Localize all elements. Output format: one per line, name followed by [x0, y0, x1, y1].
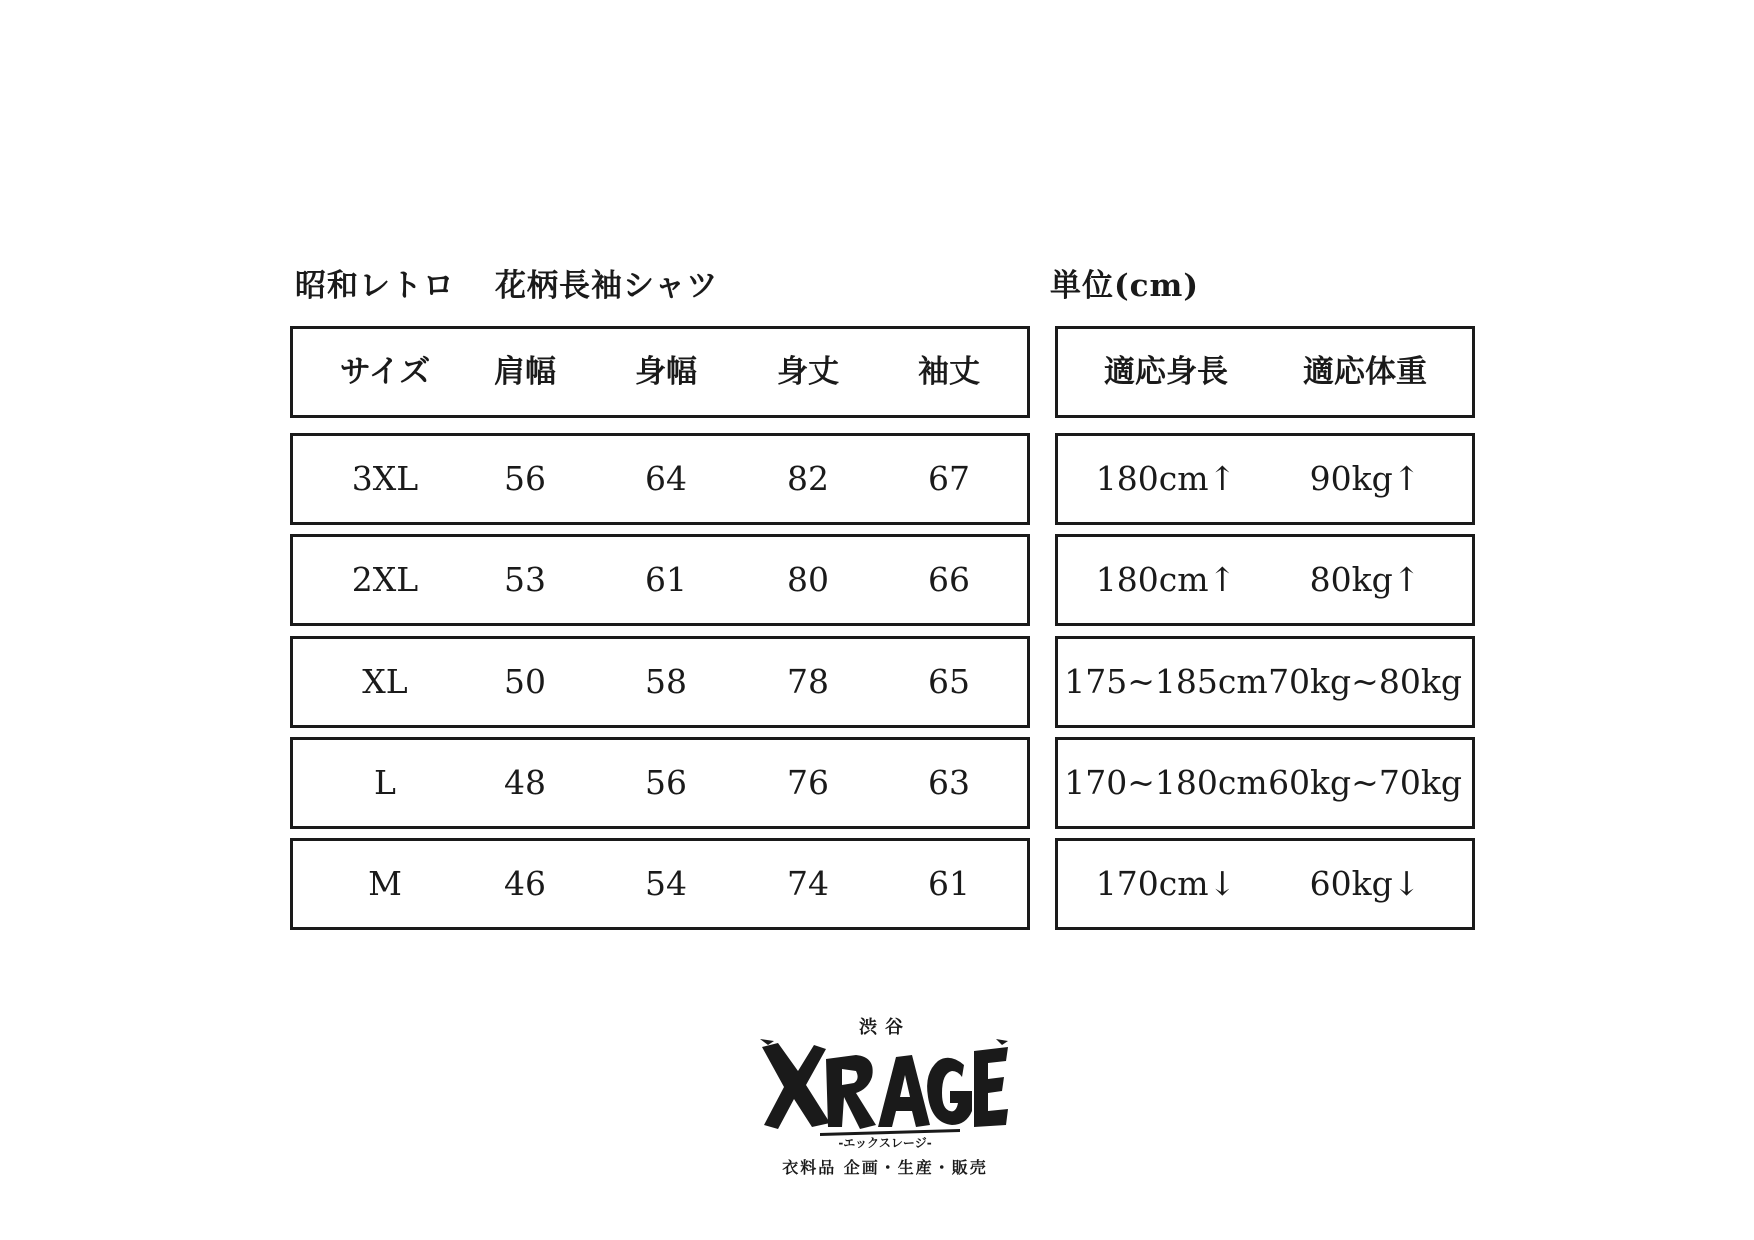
- body-width-cell: 54: [645, 864, 687, 903]
- size-cell: 3XL: [351, 459, 419, 498]
- sleeve-cell: 66: [928, 560, 970, 599]
- size-cell: XL: [362, 662, 408, 701]
- unit-label: 単位(cm): [1050, 268, 1200, 304]
- product-title: [295, 264, 718, 308]
- size-row-xl: [290, 636, 1030, 728]
- header-fit-height: 適応身長: [1104, 354, 1228, 390]
- shoulder-cell: 53: [504, 560, 546, 599]
- fit-height-cell: 170~180cm: [1064, 763, 1268, 802]
- size-table-header: [290, 326, 1030, 418]
- header-shoulder-width: 肩幅: [494, 354, 556, 390]
- product-prefix: 昭和レトロ: [295, 268, 455, 304]
- fit-row-l: [1055, 737, 1475, 829]
- fit-height-cell: 175~185cm: [1064, 662, 1268, 701]
- shoulder-cell: 48: [504, 763, 546, 802]
- body-width-cell: 61: [645, 560, 687, 599]
- body-width-cell: 56: [645, 763, 687, 802]
- body-length-cell: 82: [787, 459, 829, 498]
- logo-kana-text: -エックスレージ-: [838, 1136, 932, 1150]
- fit-weight-cell: 90kg↑: [1309, 459, 1421, 498]
- header-size: サイズ: [339, 354, 431, 390]
- size-row-3xl: [290, 433, 1030, 525]
- size-cell: M: [368, 864, 402, 903]
- sleeve-cell: 65: [928, 662, 970, 701]
- fit-row-xl: [1055, 636, 1475, 728]
- fit-table-header: [1055, 326, 1475, 418]
- header-body-width: 身幅: [635, 354, 697, 390]
- header-fit-weight: 適応体重: [1303, 354, 1427, 390]
- shoulder-cell: 56: [504, 459, 546, 498]
- size-row-l: [290, 737, 1030, 829]
- body-length-cell: 74: [787, 864, 829, 903]
- body-width-cell: 58: [645, 662, 687, 701]
- fit-weight-cell: 70kg~80kg: [1268, 662, 1462, 701]
- logo-location-text: 渋谷: [859, 1017, 911, 1038]
- shoulder-cell: 50: [504, 662, 546, 701]
- size-row-2xl: [290, 534, 1030, 626]
- fit-row-m: [1055, 838, 1475, 930]
- logo-tagline: 衣料品 企画・生産・販売: [782, 1158, 988, 1177]
- product-name: 花柄長袖シャツ: [495, 268, 719, 304]
- size-cell: 2XL: [351, 560, 419, 599]
- body-length-cell: 80: [787, 560, 829, 599]
- body-length-cell: 76: [787, 763, 829, 802]
- fit-row-2xl: [1055, 534, 1475, 626]
- shoulder-cell: 46: [504, 864, 546, 903]
- size-row-m: [290, 838, 1030, 930]
- body-width-cell: 64: [645, 459, 687, 498]
- sleeve-cell: 61: [928, 864, 970, 903]
- fit-height-cell: 170cm↓: [1095, 864, 1237, 903]
- size-cell: L: [374, 763, 396, 802]
- sleeve-cell: 67: [928, 459, 970, 498]
- xrage-wordmark-logo: [760, 1039, 1010, 1151]
- header-sleeve-length: 袖丈: [918, 354, 980, 390]
- fit-height-cell: 180cm↑: [1095, 560, 1237, 599]
- header-body-length: 身丈: [777, 354, 839, 390]
- fit-weight-cell: 80kg↑: [1309, 560, 1421, 599]
- fit-height-cell: 180cm↑: [1095, 459, 1237, 498]
- fit-weight-cell: 60kg↓: [1309, 864, 1421, 903]
- brand-logo: [740, 1003, 1030, 1193]
- fit-weight-cell: 60kg~70kg: [1268, 763, 1462, 802]
- body-length-cell: 78: [787, 662, 829, 701]
- sleeve-cell: 63: [928, 763, 970, 802]
- fit-row-3xl: [1055, 433, 1475, 525]
